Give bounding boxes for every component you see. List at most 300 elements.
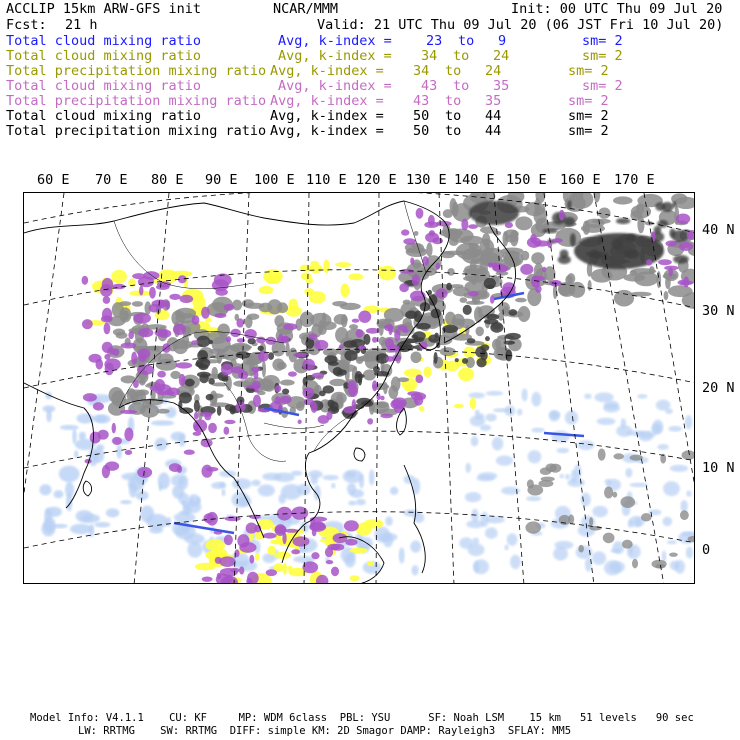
cloud-patch <box>505 405 516 416</box>
legend-avg: Avg, k-index = <box>278 33 392 49</box>
cloud-patch <box>398 325 408 331</box>
legend-avg: Avg, k-index = <box>270 93 384 109</box>
legend-avg: Avg, k-index = <box>270 108 384 124</box>
cloud-patch <box>52 524 67 529</box>
longitude-label: 150 E <box>506 172 547 188</box>
cloud-patch <box>217 406 222 416</box>
cloud-patch <box>334 314 348 325</box>
cloud-patch <box>120 500 132 504</box>
cloud-patch <box>480 226 497 233</box>
model-title: ACCLIP 15km ARW-GFS init <box>6 1 202 17</box>
cloud-patch <box>671 230 688 242</box>
cloud-patch <box>309 291 326 303</box>
legend-sm: sm= 2 <box>568 108 609 124</box>
cloud-patch <box>415 374 423 383</box>
cloud-patch <box>620 496 635 508</box>
cloud-patch <box>335 327 348 343</box>
cloud-patch <box>555 228 581 247</box>
cloud-patch <box>463 305 472 315</box>
legend-from: 50 <box>413 123 430 139</box>
cloud-patch <box>82 319 93 329</box>
cloud-patch <box>515 298 527 303</box>
cloud-patch <box>531 252 544 264</box>
cloud-patch <box>484 319 499 324</box>
cloud-patch <box>96 359 104 370</box>
cloud-patch <box>356 398 371 405</box>
cloud-patch <box>490 295 495 303</box>
legend-end: 44 <box>485 108 502 124</box>
legend-sm: sm= 2 <box>568 93 609 109</box>
cloud-patch <box>583 220 590 234</box>
cloud-patch <box>673 255 689 264</box>
cloud-patch <box>565 474 570 479</box>
cloud-patch <box>177 465 182 473</box>
cloud-patch <box>179 434 186 447</box>
cloud-patch <box>275 385 281 392</box>
cloud-patch <box>246 523 258 534</box>
cloud-patch <box>485 413 496 421</box>
cloud-patch <box>534 198 540 215</box>
legend-field: Total precipitation mixing ratio <box>6 93 267 109</box>
cloud-patch <box>480 512 489 527</box>
cloud-patch <box>522 388 528 401</box>
cloud-patch <box>332 301 347 306</box>
cloud-patch <box>339 344 344 348</box>
cloud-patch <box>111 270 127 284</box>
cloud-patch <box>53 490 63 498</box>
legend-sm: sm= 2 <box>582 78 623 94</box>
longitude-label: 100 E <box>254 172 295 188</box>
cloud-patch <box>272 359 284 371</box>
cloud-patch <box>105 363 114 376</box>
cloud-patch <box>674 560 685 574</box>
cloud-patch <box>390 399 404 409</box>
cloud-patch <box>194 400 200 412</box>
cloud-patch <box>253 370 258 379</box>
cloud-patch <box>680 510 689 520</box>
cloud-patch <box>81 514 100 523</box>
legend-field: Total precipitation mixing ratio <box>6 63 267 79</box>
cloud-patch <box>244 303 264 309</box>
cloud-patch <box>676 213 690 224</box>
legend-to: to <box>458 33 475 49</box>
legend-to: to <box>445 63 462 79</box>
cloud-patch <box>96 444 104 451</box>
cloud-patch <box>298 420 302 425</box>
meridian-80e <box>24 193 64 493</box>
cloud-patch <box>159 483 163 491</box>
cloud-patch <box>310 261 319 267</box>
cloud-patch <box>414 394 424 406</box>
cloud-patch <box>39 484 51 495</box>
cloud-patch <box>274 315 284 327</box>
cloud-patch <box>468 291 479 297</box>
legend-row <box>6 108 736 123</box>
cloud-patch <box>625 468 632 478</box>
cloud-patch <box>119 301 131 306</box>
cloud-patch <box>303 377 308 386</box>
cloud-field <box>39 193 695 584</box>
longitude-label: 130 E <box>406 172 447 188</box>
cloud-patch <box>116 332 128 339</box>
cloud-patch <box>318 415 329 424</box>
cloud-patch <box>456 243 482 260</box>
cloud-patch <box>323 475 339 480</box>
legend-to: to <box>445 123 462 139</box>
forecast-hour: 21 h <box>65 17 98 33</box>
cloud-patch <box>281 484 302 500</box>
cloud-patch <box>253 395 261 407</box>
cloud-patch <box>613 453 623 459</box>
cloud-patch <box>268 352 274 360</box>
cloud-patch <box>665 276 671 289</box>
center-label: NCAR/MMM <box>273 1 339 17</box>
cloud-patch <box>165 300 170 309</box>
cloud-patch <box>185 379 195 387</box>
cloud-patch <box>201 307 210 319</box>
longitude-label: 140 E <box>454 172 495 188</box>
cloud-patch <box>485 527 498 538</box>
legend-field: Total cloud mixing ratio <box>6 108 202 124</box>
cloud-patch <box>372 337 378 343</box>
cloud-patch <box>496 455 513 465</box>
cloud-patch <box>603 533 615 544</box>
cloud-patch <box>369 469 375 485</box>
cloud-patch <box>526 496 541 501</box>
cloud-patch <box>665 408 673 414</box>
cloud-patch <box>132 273 145 279</box>
cloud-patch <box>224 427 230 435</box>
cloud-patch <box>344 520 359 531</box>
cloud-patch <box>658 259 672 265</box>
cloud-patch <box>668 426 682 432</box>
cloud-patch <box>263 533 277 539</box>
cloud-patch <box>149 526 163 533</box>
cloud-patch <box>310 475 318 484</box>
cloud-patch <box>83 393 97 401</box>
cloud-patch <box>410 351 421 363</box>
cloud-patch <box>239 566 244 574</box>
legend-to: to <box>453 78 470 94</box>
legend-end: 24 <box>493 48 510 64</box>
longitude-label: 120 E <box>356 172 397 188</box>
longitude-label: 160 E <box>560 172 601 188</box>
cloud-patch <box>215 313 227 318</box>
cloud-patch <box>301 272 311 280</box>
cloud-patch <box>559 210 565 221</box>
cloud-patch <box>372 380 377 391</box>
cloud-patch <box>230 568 240 573</box>
cloud-patch <box>664 291 669 300</box>
cloud-patch <box>199 373 209 383</box>
cloud-patch <box>559 474 563 479</box>
cloud-patch <box>552 238 563 243</box>
cloud-patch <box>330 401 339 412</box>
cloud-patch <box>188 494 200 507</box>
cloud-patch <box>200 412 213 417</box>
cloud-patch <box>192 315 200 325</box>
cloud-patch <box>686 490 691 496</box>
cloud-patch <box>685 415 693 429</box>
cloud-patch <box>108 401 125 415</box>
cloud-patch <box>259 286 274 294</box>
cloud-patch <box>179 295 193 303</box>
cloud-streak <box>544 433 584 436</box>
cloud-patch <box>283 336 290 342</box>
cloud-patch <box>249 555 254 564</box>
cloud-patch <box>363 519 383 528</box>
cloud-patch <box>343 340 357 347</box>
cloud-patch <box>239 542 256 553</box>
cloud-patch <box>237 338 245 343</box>
cloud-patch <box>622 540 633 549</box>
legend-field: Total cloud mixing ratio <box>6 48 202 64</box>
legend-to: to <box>453 48 470 64</box>
cloud-patch <box>479 239 494 257</box>
cloud-patch <box>461 219 468 231</box>
cloud-patch <box>324 355 337 363</box>
cloud-patch <box>557 448 569 454</box>
cloud-patch <box>505 333 521 340</box>
longitude-label: 90 E <box>205 172 238 188</box>
cloud-patch <box>589 517 593 526</box>
cloud-patch <box>46 409 52 422</box>
cloud-patch <box>598 448 606 460</box>
cloud-patch <box>94 522 110 527</box>
legend-to: to <box>445 108 462 124</box>
legend-sm: sm= 2 <box>568 123 609 139</box>
cloud-patch <box>173 324 186 335</box>
legend-sm: sm= 2 <box>582 48 623 64</box>
cloud-patch <box>641 513 652 521</box>
cloud-patch <box>178 400 182 410</box>
cloud-patch <box>139 286 143 296</box>
cloud-patch <box>609 561 625 573</box>
cloud-patch <box>446 283 452 291</box>
cloud-patch <box>399 283 409 292</box>
latitude-label: 10 N <box>702 460 735 476</box>
legend-avg: Avg, k-index = <box>270 123 384 139</box>
cloud-patch <box>331 483 335 488</box>
legend-row <box>6 123 736 138</box>
cloud-patch <box>221 488 225 496</box>
cloud-patch <box>592 551 606 565</box>
cloud-patch <box>194 412 198 420</box>
cloud-patch <box>403 300 411 305</box>
cloud-patch <box>468 224 478 229</box>
cloud-patch <box>426 243 432 257</box>
cloud-patch <box>480 260 488 276</box>
cloud-patch <box>686 547 693 559</box>
cloud-patch <box>597 418 616 426</box>
cloud-patch <box>366 328 380 334</box>
cloud-patch <box>97 430 108 440</box>
cloud-patch <box>312 528 317 536</box>
cloud-patch <box>113 348 120 356</box>
cloud-patch <box>219 556 236 567</box>
cloud-patch <box>194 424 199 431</box>
legend-from: 34 <box>421 48 438 64</box>
legend-to: to <box>445 93 462 109</box>
cloud-patch <box>246 385 261 389</box>
cloud-patch <box>667 540 677 544</box>
cloud-patch <box>364 334 371 345</box>
cloud-patch <box>651 232 656 242</box>
cloud-patch <box>311 402 318 413</box>
cloud-patch <box>584 394 592 399</box>
cloud-patch <box>549 410 560 422</box>
cloud-patch <box>448 229 473 243</box>
cloud-patch <box>610 548 621 553</box>
cloud-patch <box>486 391 503 396</box>
cloud-patch <box>356 329 364 338</box>
cloud-patch <box>665 240 677 246</box>
latitude-label: 40 N <box>702 222 735 238</box>
valid-time: Valid: 21 UTC Thu 09 Jul 20 (06 JST Fri 10 Jul 20) <box>317 17 724 33</box>
cloud-patch <box>662 202 674 212</box>
cloud-patch <box>520 264 533 275</box>
cloud-patch <box>532 276 546 281</box>
cloud-patch <box>358 311 371 323</box>
cloud-patch <box>95 415 110 424</box>
cloud-patch <box>103 296 111 304</box>
cloud-patch <box>467 543 484 556</box>
cloud-patch <box>505 235 518 243</box>
cloud-patch <box>154 384 171 395</box>
cloud-patch <box>258 346 264 351</box>
cloud-patch <box>385 338 394 348</box>
cloud-patch <box>262 553 275 563</box>
cloud-patch <box>278 334 282 339</box>
cloud-patch <box>648 509 661 515</box>
cloud-patch <box>331 567 339 577</box>
cloud-patch <box>542 267 546 272</box>
cloud-patch <box>501 248 524 255</box>
legend-end: 35 <box>485 93 502 109</box>
cloud-patch <box>132 301 143 307</box>
cloud-patch <box>630 455 643 461</box>
cloud-patch <box>340 283 349 297</box>
cloud-patch <box>70 524 92 535</box>
cloud-patch <box>201 465 212 478</box>
cloud-patch <box>313 485 320 500</box>
cloud-patch <box>302 359 315 371</box>
cloud-patch <box>436 288 448 299</box>
cloud-patch <box>100 284 112 297</box>
cloud-patch <box>470 416 485 427</box>
cloud-patch <box>611 238 622 249</box>
cloud-patch <box>447 268 454 276</box>
cloud-patch <box>131 352 137 365</box>
cloud-patch <box>116 444 122 458</box>
cloud-patch <box>469 392 485 398</box>
cloud-patch <box>348 385 358 397</box>
cloud-patch <box>121 343 137 349</box>
latitude-label: 20 N <box>702 380 735 396</box>
cloud-patch <box>133 313 151 324</box>
longitude-label: 80 E <box>151 172 184 188</box>
cloud-patch <box>423 366 431 377</box>
cloud-patch <box>219 470 236 477</box>
cloud-patch <box>337 369 347 375</box>
cloud-patch <box>359 474 364 488</box>
cloud-patch <box>331 544 345 551</box>
cloud-patch <box>592 506 608 518</box>
cloud-patch <box>414 231 419 236</box>
legend-avg: Avg, k-index = <box>278 48 392 64</box>
cloud-patch <box>558 255 571 264</box>
cloud-patch <box>670 465 688 472</box>
cloud-patch <box>635 518 642 527</box>
cloud-patch <box>105 461 119 471</box>
cloud-patch <box>236 318 244 327</box>
cloud-patch <box>226 336 231 342</box>
cloud-patch <box>592 219 611 224</box>
cloud-patch <box>60 425 79 430</box>
cloud-patch <box>345 539 357 546</box>
cloud-patch <box>586 251 600 256</box>
cloud-patch <box>119 307 131 322</box>
cloud-patch <box>124 428 133 442</box>
cloud-patch <box>311 552 319 559</box>
coastline-sri-lanka <box>83 481 91 496</box>
cloud-patch <box>302 387 314 398</box>
cloud-patch <box>663 481 680 496</box>
cloud-patch <box>254 388 259 392</box>
cloud-patch <box>255 553 260 561</box>
cloud-patch <box>106 508 120 517</box>
cloud-patch <box>312 373 324 379</box>
cloud-patch <box>291 549 300 554</box>
cloud-patch <box>323 259 329 273</box>
cloud-patch <box>314 340 328 350</box>
cloud-patch <box>349 575 359 581</box>
cloud-patch <box>151 420 174 425</box>
cloud-patch <box>59 466 80 483</box>
cloud-patch <box>376 393 380 400</box>
init-time: Init: 00 UTC Thu 09 Jul 20 <box>511 1 723 17</box>
cloud-patch <box>455 358 459 362</box>
legend-avg: Avg, k-index = <box>278 78 392 94</box>
cloud-patch <box>215 557 222 564</box>
cloud-patch <box>292 536 309 546</box>
cloud-patch <box>663 517 673 526</box>
cloud-patch <box>476 358 486 367</box>
cloud-patch <box>274 552 291 559</box>
cloud-patch <box>149 287 156 299</box>
cloud-patch <box>385 516 393 525</box>
legend-end: 35 <box>493 78 510 94</box>
cloud-patch <box>534 240 550 246</box>
legend-field: Total cloud mixing ratio <box>6 33 202 49</box>
model-info-line1: Model Info: V4.1.1 CU: KF MP: WDM 6class PBL: YSU SF: Noah LSM 15 km 51 levels 90 sec <box>30 712 694 724</box>
cloud-patch <box>355 371 363 383</box>
cloud-patch <box>504 544 508 550</box>
cloud-patch <box>187 542 202 558</box>
cloud-patch <box>283 323 297 330</box>
cloud-patch <box>251 480 261 487</box>
cloud-patch <box>628 520 633 528</box>
cloud-patch <box>347 483 356 495</box>
cloud-patch <box>547 240 552 247</box>
cloud-patch <box>531 392 541 407</box>
cloud-patch <box>348 273 363 280</box>
legend-from: 23 <box>426 33 443 49</box>
cloud-patch <box>410 257 414 264</box>
cloud-patch <box>679 242 693 251</box>
cloud-patch <box>279 396 291 404</box>
cloud-patch <box>410 541 421 553</box>
